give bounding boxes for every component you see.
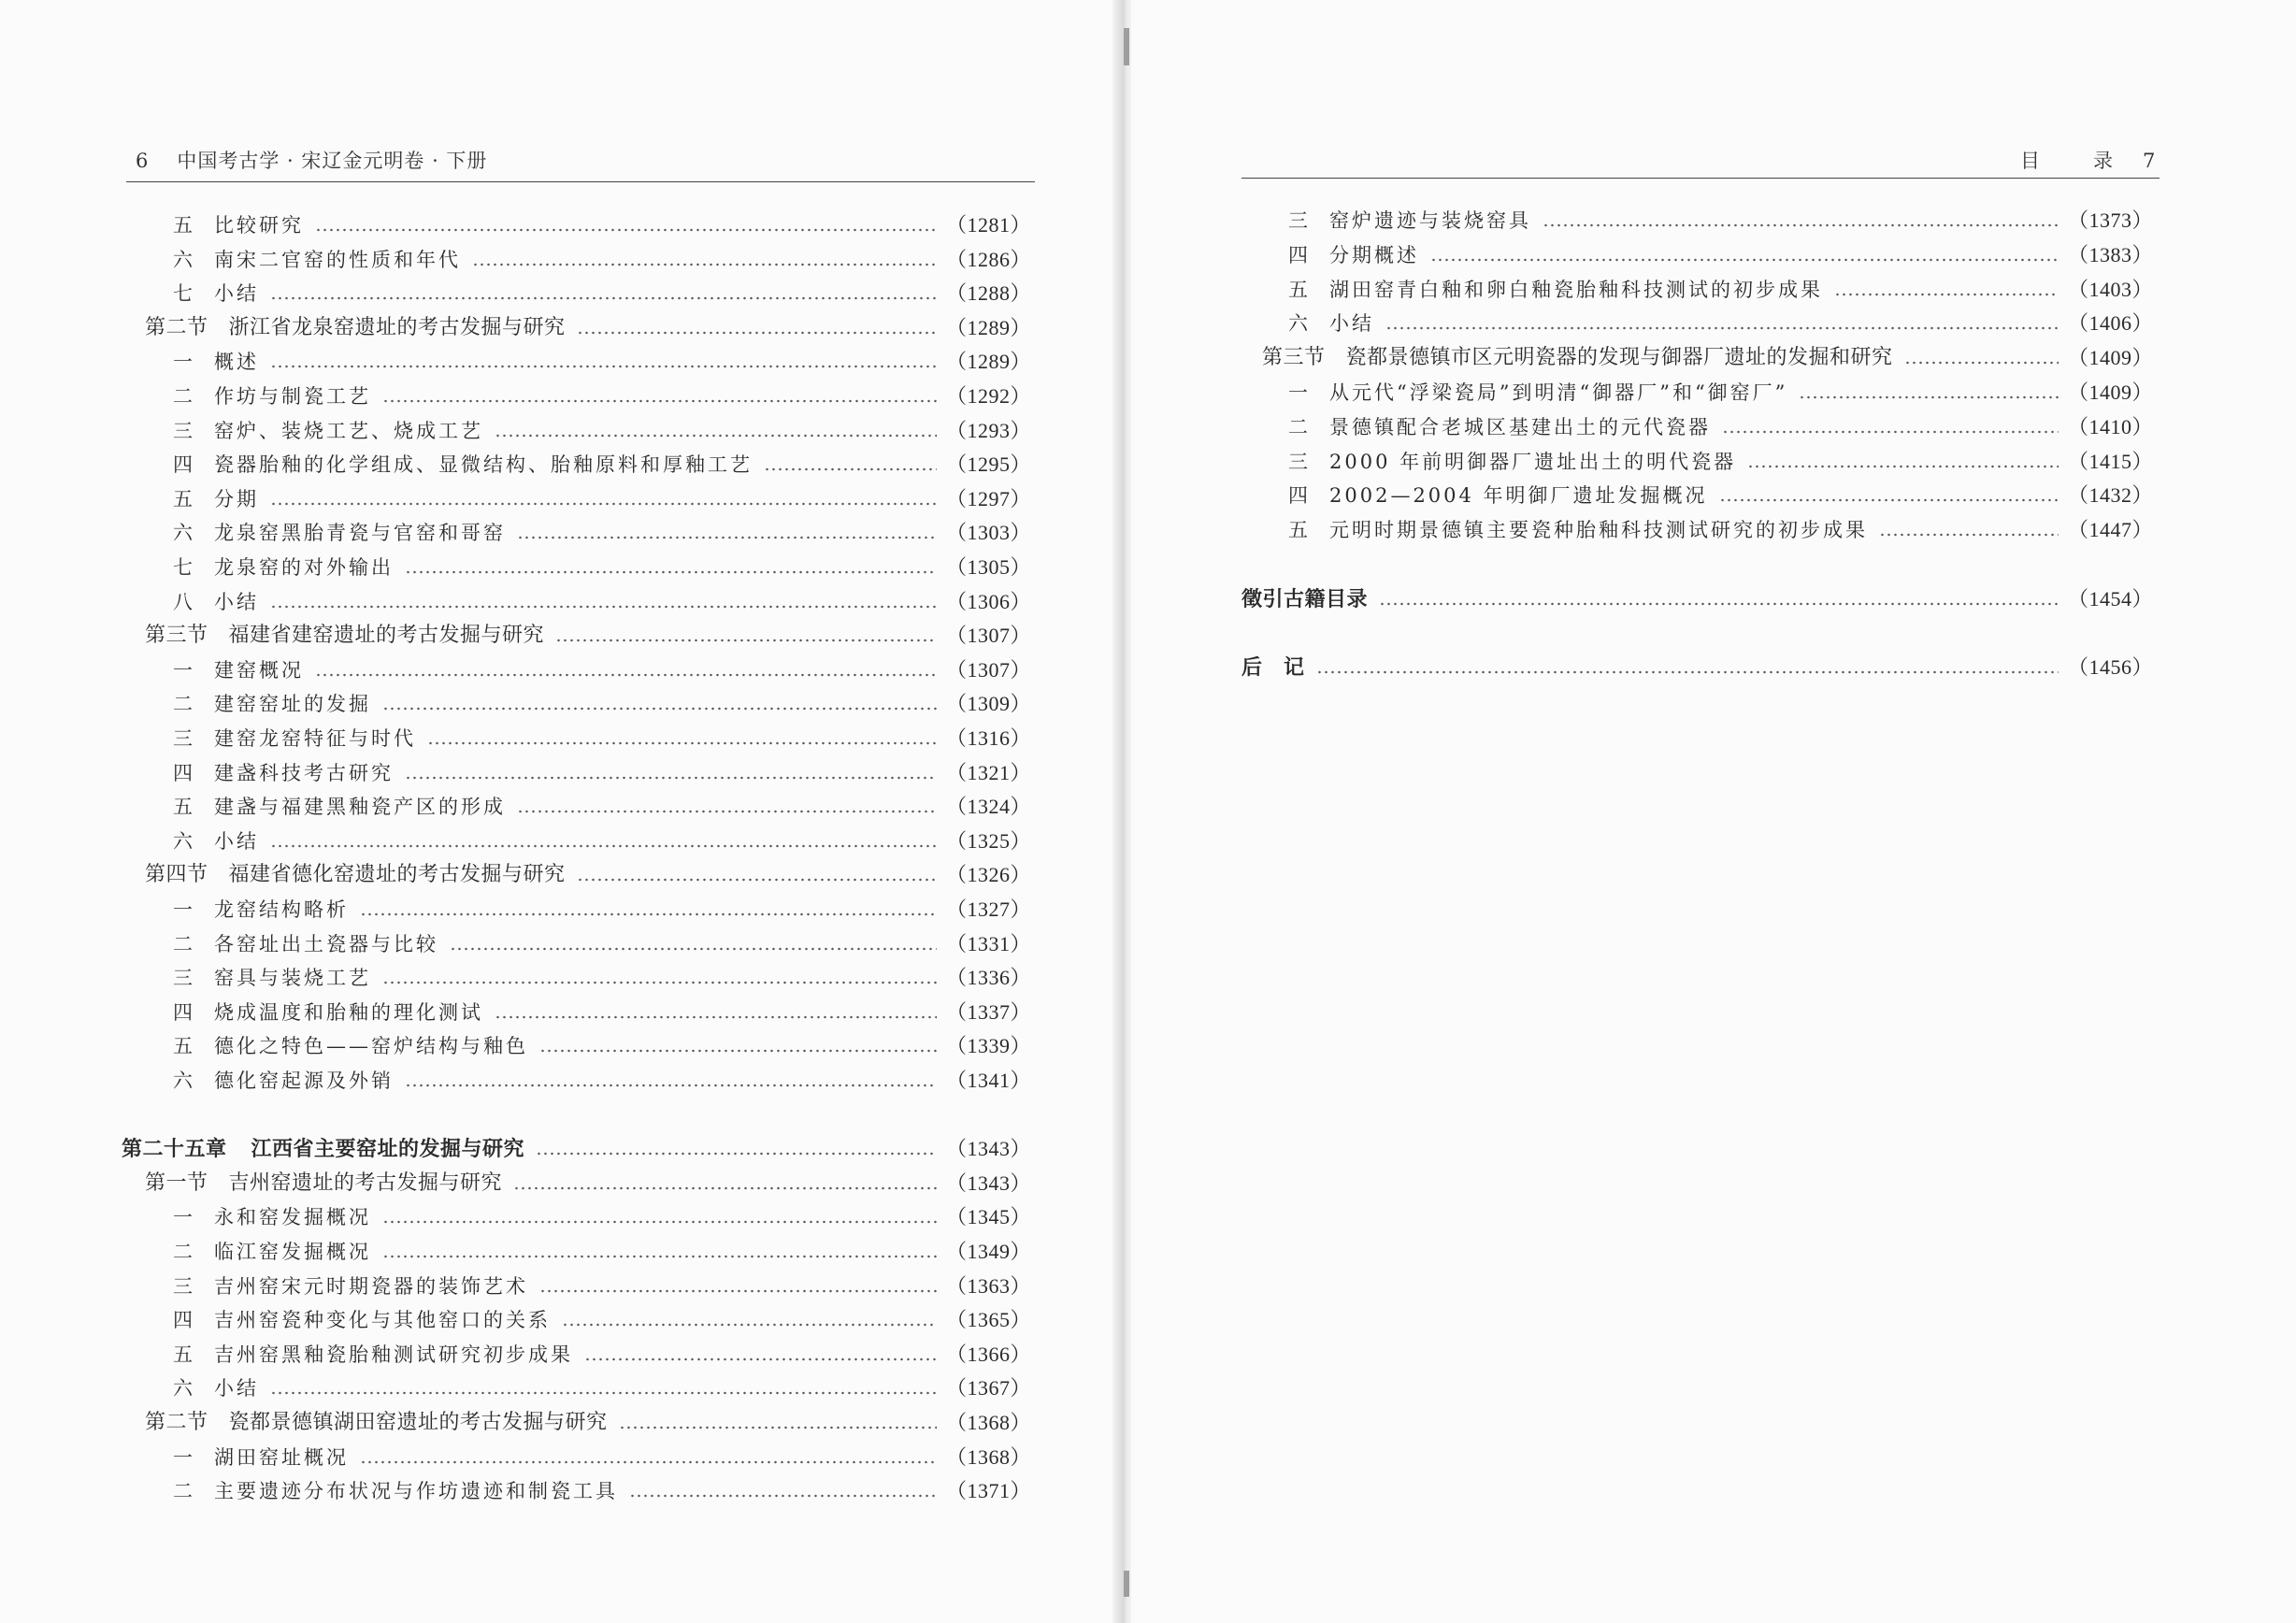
- toc-entry: [1288, 481, 2153, 510]
- left-page-number: 6: [136, 150, 150, 172]
- toc-entry: [173, 348, 1031, 376]
- toc-page-number: （1367）: [945, 1376, 1031, 1400]
- toc-section-label: 第二节: [145, 315, 208, 339]
- right-page-number: 7: [2143, 150, 2157, 172]
- toc-entry: [173, 1032, 1031, 1060]
- toc-page-number: （1309）: [945, 692, 1031, 716]
- toc-entry-title: 烧成温度和胎釉的理化测试: [214, 1000, 483, 1024]
- toc-entry: [173, 211, 1031, 239]
- toc-entry: [173, 1238, 1031, 1266]
- toc-leader-dots: [360, 1460, 937, 1464]
- toc-entry: [173, 896, 1031, 924]
- toc-page-number: （1383）: [2067, 242, 2153, 266]
- toc-entry: [1262, 344, 2153, 372]
- toc-page-number: （1406）: [2067, 311, 2153, 336]
- toc-entry: [1288, 413, 2153, 441]
- toc-entry: [173, 280, 1031, 308]
- left-running-title: 中国考古学 · 宋辽金元明卷 · 下册: [177, 150, 488, 172]
- toc-page-number: （1316）: [945, 726, 1031, 750]
- toc-leader-dots: [764, 467, 937, 471]
- toc-entry-title: 南宋二官窑的性质和年代: [214, 248, 461, 271]
- toc-entry-title: 徵引古籍目录: [1241, 586, 1369, 611]
- toc-leader-dots: [1719, 498, 2059, 502]
- toc-leader-dots: [1385, 326, 2059, 330]
- toc-entry-title: 湖田窑址概况: [214, 1445, 349, 1469]
- toc-entry: [1288, 241, 2153, 269]
- toc-entry: [173, 964, 1031, 992]
- toc-entry-title: 小结: [214, 282, 259, 306]
- toc-entry-title: 小结: [214, 829, 259, 853]
- toc-page-number: （1295）: [945, 452, 1031, 477]
- left-page-header: [136, 146, 487, 174]
- toc-entry-title: 德化窑起源及外销: [214, 1070, 394, 1092]
- toc-page-number: （1349）: [945, 1240, 1031, 1263]
- toc-item-number: 六: [1288, 312, 1308, 336]
- toc-leader-dots: [405, 570, 937, 574]
- toc-item-number: 二: [173, 1480, 193, 1503]
- toc-item-number: 四: [1288, 243, 1308, 266]
- toc-item-number: 七: [173, 556, 193, 579]
- toc-item-number: 五: [173, 1343, 193, 1366]
- toc-leader-dots: [1879, 533, 2059, 537]
- toc-entry: [173, 1477, 1031, 1505]
- toc-item-number: 七: [173, 282, 193, 306]
- toc-leader-dots: [405, 776, 937, 780]
- toc-page-number: （1368）: [945, 1411, 1031, 1434]
- toc-entry-title: 建窑概况: [214, 658, 304, 682]
- left-page: [0, 0, 1122, 1623]
- left-header-rule: [126, 181, 1035, 182]
- toc-entry-title: 作坊与制瓷工艺: [214, 385, 371, 408]
- toc-entry: [173, 759, 1031, 787]
- toc-page-number: （1410）: [2067, 414, 2153, 438]
- toc-leader-dots: [539, 1289, 937, 1293]
- toc-item-number: 一: [173, 898, 193, 921]
- gutter-mark-bottom: [1124, 1571, 1129, 1597]
- toc-entry-title: 建窑龙窑特征与时代: [214, 727, 416, 750]
- toc-entry: [1288, 207, 2153, 235]
- toc-entry-title: 分期: [214, 487, 259, 510]
- toc-leader-dots: [270, 1391, 937, 1395]
- toc-section-label: 第一节: [145, 1171, 208, 1195]
- toc-leader-dots: [555, 639, 937, 642]
- toc-leader-dots: [382, 707, 937, 711]
- toc-page-number: （1321）: [945, 760, 1031, 784]
- toc-leader-dots: [517, 536, 937, 539]
- toc-entry-title: 龙窑结构略析: [214, 898, 349, 921]
- toc-leader-dots: [577, 331, 937, 335]
- toc-entry-title: 概述: [214, 351, 259, 374]
- toc-entry: [145, 1170, 1031, 1198]
- toc-page-number: （1345）: [945, 1205, 1031, 1229]
- toc-page-number: （1432）: [2067, 483, 2153, 508]
- toc-leader-dots: [562, 1323, 937, 1327]
- toc-entry: [1288, 379, 2153, 407]
- toc-entry-title: 福建省德化窑遗址的考古发掘与研究: [228, 863, 566, 887]
- toc-leader-dots: [427, 741, 937, 745]
- toc-leader-dots: [584, 1357, 937, 1361]
- toc-entry-title: 吉州窑遗址的考古发掘与研究: [228, 1171, 503, 1195]
- toc-entry-title: 窑炉、装烧工艺、烧成工艺: [214, 419, 483, 442]
- toc-item-number: 四: [173, 453, 193, 477]
- toc-entry-title: 龙泉窑的对外输出: [214, 556, 394, 579]
- toc-entry: [173, 793, 1031, 821]
- toc-item-number: 二: [173, 1241, 193, 1263]
- toc-page-number: （1281）: [945, 213, 1031, 237]
- toc-entry-title: 窑炉遗迹与装烧窑具: [1329, 209, 1531, 232]
- toc-page-number: （1336）: [945, 966, 1031, 990]
- toc-item-number: 一: [173, 1206, 193, 1229]
- toc-entry-title: 建盏与福建黑釉瓷产区的形成: [214, 796, 506, 819]
- toc-item-number: 六: [173, 522, 193, 545]
- toc-page-number: （1371）: [945, 1479, 1031, 1503]
- toc-page-number: （1324）: [945, 795, 1031, 819]
- toc-entry: [173, 656, 1031, 684]
- toc-item-number: 三: [173, 727, 193, 750]
- toc-entry: [173, 417, 1031, 445]
- toc-leader-dots: [1722, 430, 2059, 434]
- toc-leader-dots: [1904, 361, 2059, 365]
- toc-entry-title: 福建省建窑遗址的考古发掘与研究: [228, 624, 545, 648]
- toc-leader-dots: [405, 1084, 937, 1087]
- toc-entry: [173, 382, 1031, 410]
- toc-entry: [1288, 309, 2153, 338]
- toc-leader-dots: [1430, 258, 2059, 262]
- toc-leader-dots: [495, 434, 937, 438]
- toc-leader-dots: [1799, 395, 2059, 399]
- toc-leader-dots: [382, 1255, 937, 1258]
- toc-entry-title: 临江窑发掘概况: [214, 1241, 371, 1263]
- toc-item-number: 四: [1288, 484, 1308, 508]
- toc-entry: [173, 519, 1031, 547]
- toc-entry-title: 浙江省龙泉窑遗址的考古发掘与研究: [228, 315, 566, 339]
- toc-entry-title: 永和窑发掘概况: [214, 1206, 371, 1229]
- toc-page-number: （1409）: [2067, 346, 2153, 370]
- toc-item-number: 三: [173, 967, 193, 990]
- toc-leader-dots: [270, 605, 937, 609]
- toc-entry: [173, 1443, 1031, 1472]
- toc-item-number: 五: [1288, 278, 1308, 301]
- toc-leader-dots: [382, 981, 937, 984]
- toc-entry: [145, 622, 1031, 650]
- toc-entry: [173, 1272, 1031, 1300]
- toc-item-number: 三: [173, 419, 193, 442]
- toc-entry: [145, 861, 1031, 889]
- toc-item-number: 四: [173, 1309, 193, 1332]
- toc-entry-title: 从元代“浮梁瓷局”到明清“御器厂”和“御窑厂”: [1329, 381, 1788, 404]
- toc-leader-dots: [315, 673, 937, 677]
- toc-entry: [173, 690, 1031, 718]
- toc-item-number: 二: [1288, 415, 1308, 438]
- toc-page-number: （1307）: [945, 624, 1031, 648]
- toc-page-number: （1415）: [2067, 449, 2153, 473]
- toc-entry-title: 德化之特色——窑炉结构与釉色: [214, 1035, 528, 1058]
- toc-page-number: （1337）: [945, 999, 1031, 1024]
- right-page-header: [2020, 146, 2156, 174]
- toc-item-number: 六: [173, 829, 193, 853]
- toc-entry-title: 吉州窑黑釉瓷胎釉测试研究初步成果: [214, 1343, 573, 1366]
- toc-item-number: 八: [173, 590, 193, 613]
- toc-page-number: （1292）: [945, 384, 1031, 408]
- toc-entry: [1288, 448, 2153, 476]
- toc-page-number: （1456）: [2067, 655, 2153, 680]
- toc-page-number: （1403）: [2067, 277, 2153, 301]
- toc-page-number: （1325）: [945, 828, 1031, 853]
- toc-page-number: （1409）: [2067, 381, 2153, 404]
- toc-entry: [173, 827, 1031, 855]
- toc-item-number: 一: [1288, 381, 1308, 404]
- toc-page-number: （1288）: [945, 281, 1031, 306]
- toc-entry-title: 分期概述: [1329, 243, 1419, 266]
- toc-item-number: 六: [173, 1070, 193, 1092]
- toc-entry: [145, 1409, 1031, 1437]
- toc-entry: [1288, 516, 2153, 544]
- toc-item-number: 五: [173, 214, 193, 237]
- toc-item-number: 三: [1288, 209, 1308, 232]
- right-page: [1131, 0, 2296, 1623]
- toc-entry: [173, 1374, 1031, 1402]
- toc-entry: [122, 1135, 1031, 1163]
- toc-entry-title: 龙泉窑黑胎青瓷与官窑和哥窑: [214, 522, 506, 545]
- toc-entry-title: 景德镇配合老城区基建出土的元代瓷器: [1329, 415, 1711, 438]
- toc-leader-dots: [360, 912, 937, 916]
- toc-leader-dots: [536, 1152, 937, 1156]
- toc-leader-dots: [270, 502, 937, 506]
- toc-leader-dots: [495, 1015, 937, 1019]
- toc-leader-dots: [629, 1494, 937, 1498]
- toc-item-number: 四: [173, 761, 193, 784]
- toc-leader-dots: [539, 1049, 937, 1053]
- right-header-rule: [1241, 178, 2160, 179]
- toc-page-number: （1327）: [945, 898, 1031, 921]
- toc-leader-dots: [315, 228, 937, 232]
- toc-page-number: （1454）: [2067, 586, 2153, 610]
- toc-leader-dots: [382, 399, 937, 403]
- toc-page-number: （1368）: [945, 1444, 1031, 1469]
- toc-item-number: 五: [173, 796, 193, 819]
- toc-entry: [173, 998, 1031, 1027]
- toc-page-number: （1365）: [945, 1308, 1031, 1332]
- toc-page-number: （1306）: [945, 589, 1031, 613]
- toc-page-number: （1363）: [945, 1273, 1031, 1298]
- toc-entry-title: 吉州窑瓷种变化与其他窑口的关系: [214, 1309, 551, 1332]
- toc-leader-dots: [472, 263, 937, 266]
- toc-item-number: 一: [173, 1445, 193, 1469]
- toc-leader-dots: [1543, 223, 2059, 227]
- toc-entry-title: 主要遗迹分布状况与作坊遗迹和制瓷工具: [214, 1480, 618, 1503]
- toc-section-label: 第三节: [1262, 346, 1326, 370]
- toc-leader-dots: [517, 810, 937, 813]
- toc-entry: [173, 485, 1031, 513]
- toc-item-number: 五: [1288, 519, 1308, 542]
- toc-leader-dots: [382, 1220, 937, 1224]
- toc-item-number: 三: [173, 1274, 193, 1298]
- toc-entry: [173, 1067, 1031, 1095]
- toc-entry: [173, 1341, 1031, 1369]
- toc-entry: [173, 553, 1031, 582]
- toc-page-number: （1366）: [945, 1342, 1031, 1366]
- toc-entry-title: 瓷都景德镇湖田窑遗址的考古发掘与研究: [228, 1411, 608, 1434]
- toc-page-number: （1305）: [945, 555, 1031, 579]
- toc-item-number: 四: [173, 1000, 193, 1024]
- toc-entry: [173, 588, 1031, 616]
- toc-entry: [173, 930, 1031, 958]
- toc-leader-dots: [270, 365, 937, 368]
- toc-entry-title: 小结: [214, 1377, 259, 1400]
- toc-entry: [173, 725, 1031, 753]
- toc-page-number: （1307）: [945, 657, 1031, 682]
- toc-entry-title: 窑具与装烧工艺: [214, 967, 371, 990]
- toc-entry-title: 各窑址出土瓷器与比较: [214, 932, 438, 955]
- toc-entry-title: 建窑窑址的发掘: [214, 693, 371, 716]
- toc-entry: [1241, 654, 2153, 682]
- toc-entry-title: 元明时期景德镇主要瓷种胎釉科技测试研究的初步成果: [1329, 519, 1868, 542]
- toc-page-number: （1331）: [945, 931, 1031, 955]
- toc-entry-title: 2000 年前明御器厂遗址出土的明代瓷器: [1329, 450, 1737, 473]
- toc-item-number: 二: [173, 385, 193, 408]
- toc-item-number: 二: [173, 693, 193, 716]
- toc-page-number: （1373）: [2067, 208, 2153, 232]
- toc-entry-title: 后 记: [1241, 655, 1305, 681]
- toc-page-number: （1341）: [945, 1069, 1031, 1092]
- right-running-title: 目 录: [2020, 150, 2130, 172]
- toc-item-number: 五: [173, 487, 193, 510]
- toc-section-label: 第二节: [145, 1411, 208, 1434]
- gutter-mark-top: [1124, 28, 1129, 65]
- toc-item-number: 一: [173, 658, 193, 682]
- toc-page-number: （1289）: [945, 350, 1031, 374]
- toc-leader-dots: [1379, 602, 2059, 606]
- toc-page-number: （1343）: [945, 1137, 1031, 1161]
- toc-leader-dots: [619, 1426, 937, 1429]
- toc-chapter-label: 第二十五章: [122, 1137, 227, 1162]
- toc-item-number: 一: [173, 351, 193, 374]
- toc-entry-title: 小结: [1329, 312, 1374, 336]
- toc-page-number: （1289）: [945, 315, 1031, 339]
- toc-entry: [145, 314, 1031, 342]
- toc-entry-title: 瓷器胎釉的化学组成、显微结构、胎釉原料和厚釉工艺: [214, 453, 753, 477]
- toc-page-number: （1297）: [945, 486, 1031, 510]
- toc-item-number: 六: [173, 248, 193, 271]
- toc-entry-title: 吉州窑宋元时期瓷器的装饰艺术: [214, 1274, 528, 1298]
- toc-entry: [173, 1306, 1031, 1334]
- toc-section-label: 第三节: [145, 624, 208, 648]
- toc-leader-dots: [577, 878, 937, 882]
- toc-item-number: 六: [173, 1377, 193, 1400]
- toc-item-number: 三: [1288, 450, 1308, 473]
- toc-leader-dots: [1316, 670, 2059, 674]
- toc-entry: [1241, 585, 2153, 613]
- toc-page-number: （1293）: [945, 418, 1031, 442]
- toc-leader-dots: [1834, 293, 2059, 296]
- toc-entry-title: 2002—2004 年明御厂遗址发掘概况: [1329, 484, 1708, 508]
- toc-page-number: （1447）: [2067, 518, 2153, 542]
- toc-page-number: （1339）: [945, 1034, 1031, 1058]
- toc-leader-dots: [1747, 465, 2059, 468]
- toc-entry: [173, 246, 1031, 274]
- toc-entry: [1288, 276, 2153, 304]
- toc-leader-dots: [513, 1186, 937, 1190]
- toc-page-number: （1343）: [945, 1171, 1031, 1195]
- toc-entry-title: 比较研究: [214, 214, 304, 237]
- toc-entry: [173, 1203, 1031, 1231]
- toc-entry-title: 小结: [214, 590, 259, 613]
- toc-section-label: 第四节: [145, 863, 208, 887]
- toc-entry-title: 湖田窑青白釉和卵白釉瓷胎釉科技测试的初步成果: [1329, 278, 1823, 301]
- toc-leader-dots: [270, 296, 937, 300]
- toc-entry: [173, 451, 1031, 479]
- toc-leader-dots: [450, 947, 937, 951]
- toc-item-number: 五: [173, 1035, 193, 1058]
- toc-page-number: （1286）: [945, 247, 1031, 271]
- toc-entry-title: 建盏科技考古研究: [214, 761, 394, 784]
- toc-leader-dots: [270, 844, 937, 848]
- toc-item-number: 二: [173, 932, 193, 955]
- toc-entry-title: 江西省主要窑址的发掘与研究: [251, 1137, 525, 1162]
- toc-page-number: （1303）: [945, 521, 1031, 545]
- toc-entry-title: 瓷都景德镇市区元明瓷器的发现与御器厂遗址的发掘和研究: [1345, 346, 1893, 370]
- toc-page-number: （1326）: [945, 863, 1031, 887]
